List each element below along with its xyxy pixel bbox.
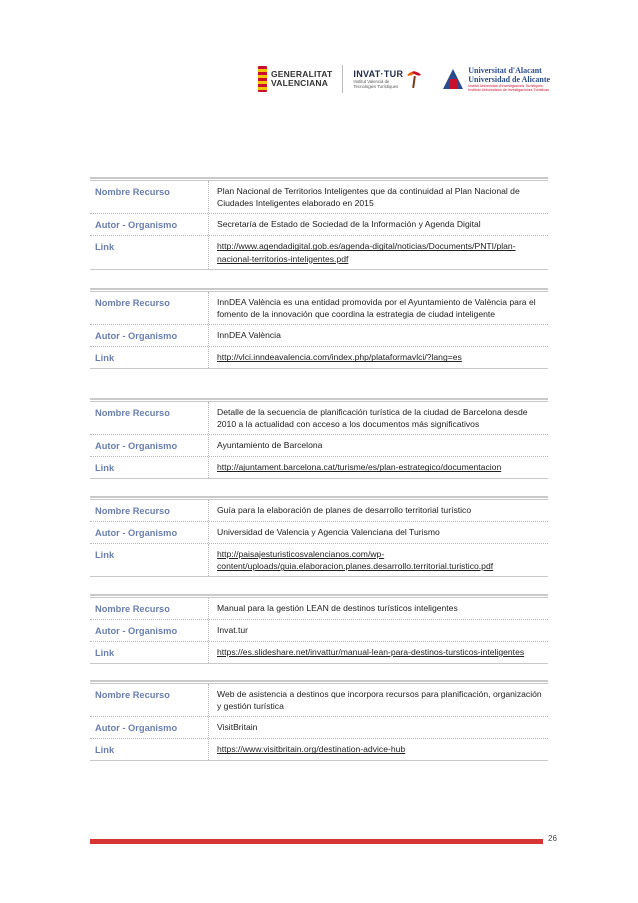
resource-row — [90, 181, 548, 214]
author-row — [90, 325, 548, 347]
resource-row — [90, 598, 548, 620]
generalitat-line2: VALENCIANA — [271, 78, 329, 88]
page-number: 26 — [548, 834, 557, 843]
author-value: VisitBritain — [208, 717, 548, 738]
resource-table-1 — [90, 180, 548, 270]
resource-name: Manual para la gestión LEAN de destinos turísticos inteligentes — [208, 598, 548, 619]
author-row — [90, 435, 548, 457]
universidad-alicante-logo — [443, 66, 550, 93]
resource-name: Guía para la elaboración de planes de desarrollo territorial turístico — [208, 500, 548, 521]
link-label: Link — [95, 648, 115, 658]
resource-table-2 — [90, 291, 548, 369]
link-cell — [208, 544, 548, 576]
invattur-title: INVAT·TUR — [353, 69, 404, 79]
author-row — [90, 214, 548, 236]
resource-table-3 — [90, 401, 548, 479]
resource-name: InnDEA València es una entidad promovida por el Ayuntamiento de València para el fomento de la innovación que coordina la estrategia de ciudad inteligente — [208, 292, 548, 324]
link-cell — [208, 236, 548, 268]
resource-link[interactable]: http://ajuntament.barcelona.cat/turisme/es/plan-estrategico/documentacion — [217, 462, 502, 473]
author-row — [90, 620, 548, 642]
link-row — [90, 544, 548, 577]
link-row — [90, 642, 548, 664]
ua-wordmark — [468, 66, 550, 93]
header-logos — [258, 62, 588, 96]
invattur-wordmark — [353, 69, 403, 89]
author-value: Invat.tur — [208, 620, 548, 641]
link-cell — [208, 642, 548, 663]
logo-divider — [342, 65, 343, 93]
author-value: Ayuntamiento de Barcelona — [208, 435, 548, 456]
resource-link[interactable]: http://vlci.inndeavalencia.com/index.php/plataformavlci/?lang=es — [217, 352, 462, 363]
resource-name: Plan Nacional de Territorios Inteligentes que da continuidad al Plan Nacional de Ciudades Inteligentes elaborado en 2015 — [208, 181, 548, 213]
ua-line2: Universidad de Alicante — [468, 74, 551, 84]
footer-accent-bar — [90, 839, 543, 844]
author-value: Secretaría de Estado de Sociedad de la Información y Agenda Digital — [208, 214, 548, 235]
link-row — [90, 739, 548, 761]
author-label: Autor - Organismo — [95, 626, 178, 636]
resource-label: Nombre Recurso — [95, 187, 170, 197]
author-label: Autor - Organismo — [95, 528, 178, 538]
ua-emblem-icon — [443, 69, 463, 89]
resource-link[interactable]: http://paisajesturisticosvalencianos.com/wp-content/uploads/guia.elaboracion.planes.desarrollo.territorial.turistico.pdf — [217, 549, 494, 572]
invattur-logo — [353, 69, 421, 89]
author-label: Autor - Organismo — [95, 441, 178, 452]
link-row — [90, 236, 548, 269]
resource-label: Nombre Recurso — [95, 604, 170, 614]
author-label: Autor - Organismo — [95, 220, 178, 231]
author-value: Universidad de Valencia y Agencia Valenciana del Turismo — [208, 522, 548, 543]
link-label: Link — [95, 463, 115, 474]
resource-label: Nombre Recurso — [95, 408, 170, 418]
resource-link[interactable]: https://www.visitbritain.org/destination-advice-hub — [217, 744, 406, 755]
link-row — [90, 457, 548, 479]
resource-table-5 — [90, 597, 548, 664]
invattur-subtitle-2: Tecnologies Turístiques — [353, 84, 399, 89]
author-label: Autor - Organismo — [95, 723, 178, 734]
resource-row — [90, 402, 548, 435]
resource-row — [90, 684, 548, 717]
link-cell — [208, 739, 548, 760]
author-value: InnDEA València — [208, 325, 548, 346]
author-row — [90, 522, 548, 544]
resource-link[interactable]: http://www.agendadigital.gob.es/agenda-digital/noticias/Documents/PNTI/plan-nacional-territorios-inteligentes.pdf — [217, 241, 516, 264]
ua-sub2: Instituto Universitario de Investigaciones Turísticas — [468, 88, 549, 92]
ua-sub1: Institut Universitari d'Investigacions Turístiques — [468, 83, 543, 88]
link-cell — [208, 457, 548, 478]
resource-label: Nombre Recurso — [95, 298, 170, 308]
link-label: Link — [95, 242, 115, 253]
author-row — [90, 717, 548, 739]
link-cell — [208, 347, 548, 368]
resource-label: Nombre Recurso — [95, 506, 170, 516]
link-label: Link — [95, 745, 115, 756]
resource-name: Detalle de la secuencia de planificación turística de la ciudad de Barcelona desde 2010 a la actualidad con acceso a los documentos más significativos — [208, 402, 548, 434]
resource-row — [90, 500, 548, 522]
link-label: Link — [95, 353, 115, 364]
generalitat-emblem-icon — [258, 66, 267, 92]
generalitat-wordmark — [271, 70, 332, 88]
link-row — [90, 347, 548, 369]
invattur-subtitle-1: Institut Valencià de — [353, 79, 390, 84]
ua-line1: Universitat d'Alacant — [468, 65, 542, 75]
resource-label: Nombre Recurso — [95, 690, 170, 700]
link-label: Link — [95, 550, 115, 560]
palm-tree-icon — [407, 70, 421, 88]
generalitat-line1: GENERALITAT — [271, 69, 333, 79]
resource-name: Web de asistencia a destinos que incorpora recursos para planificación, organización y gestión turística — [208, 684, 548, 716]
author-label: Autor - Organismo — [95, 331, 178, 342]
resource-row — [90, 292, 548, 325]
generalitat-logo — [258, 66, 332, 92]
resource-table-6 — [90, 683, 548, 761]
resource-table-4 — [90, 499, 548, 577]
resource-link[interactable]: https://es.slideshare.net/invattur/manual-lean-para-destinos-tursticos-inteligentes — [217, 647, 525, 657]
